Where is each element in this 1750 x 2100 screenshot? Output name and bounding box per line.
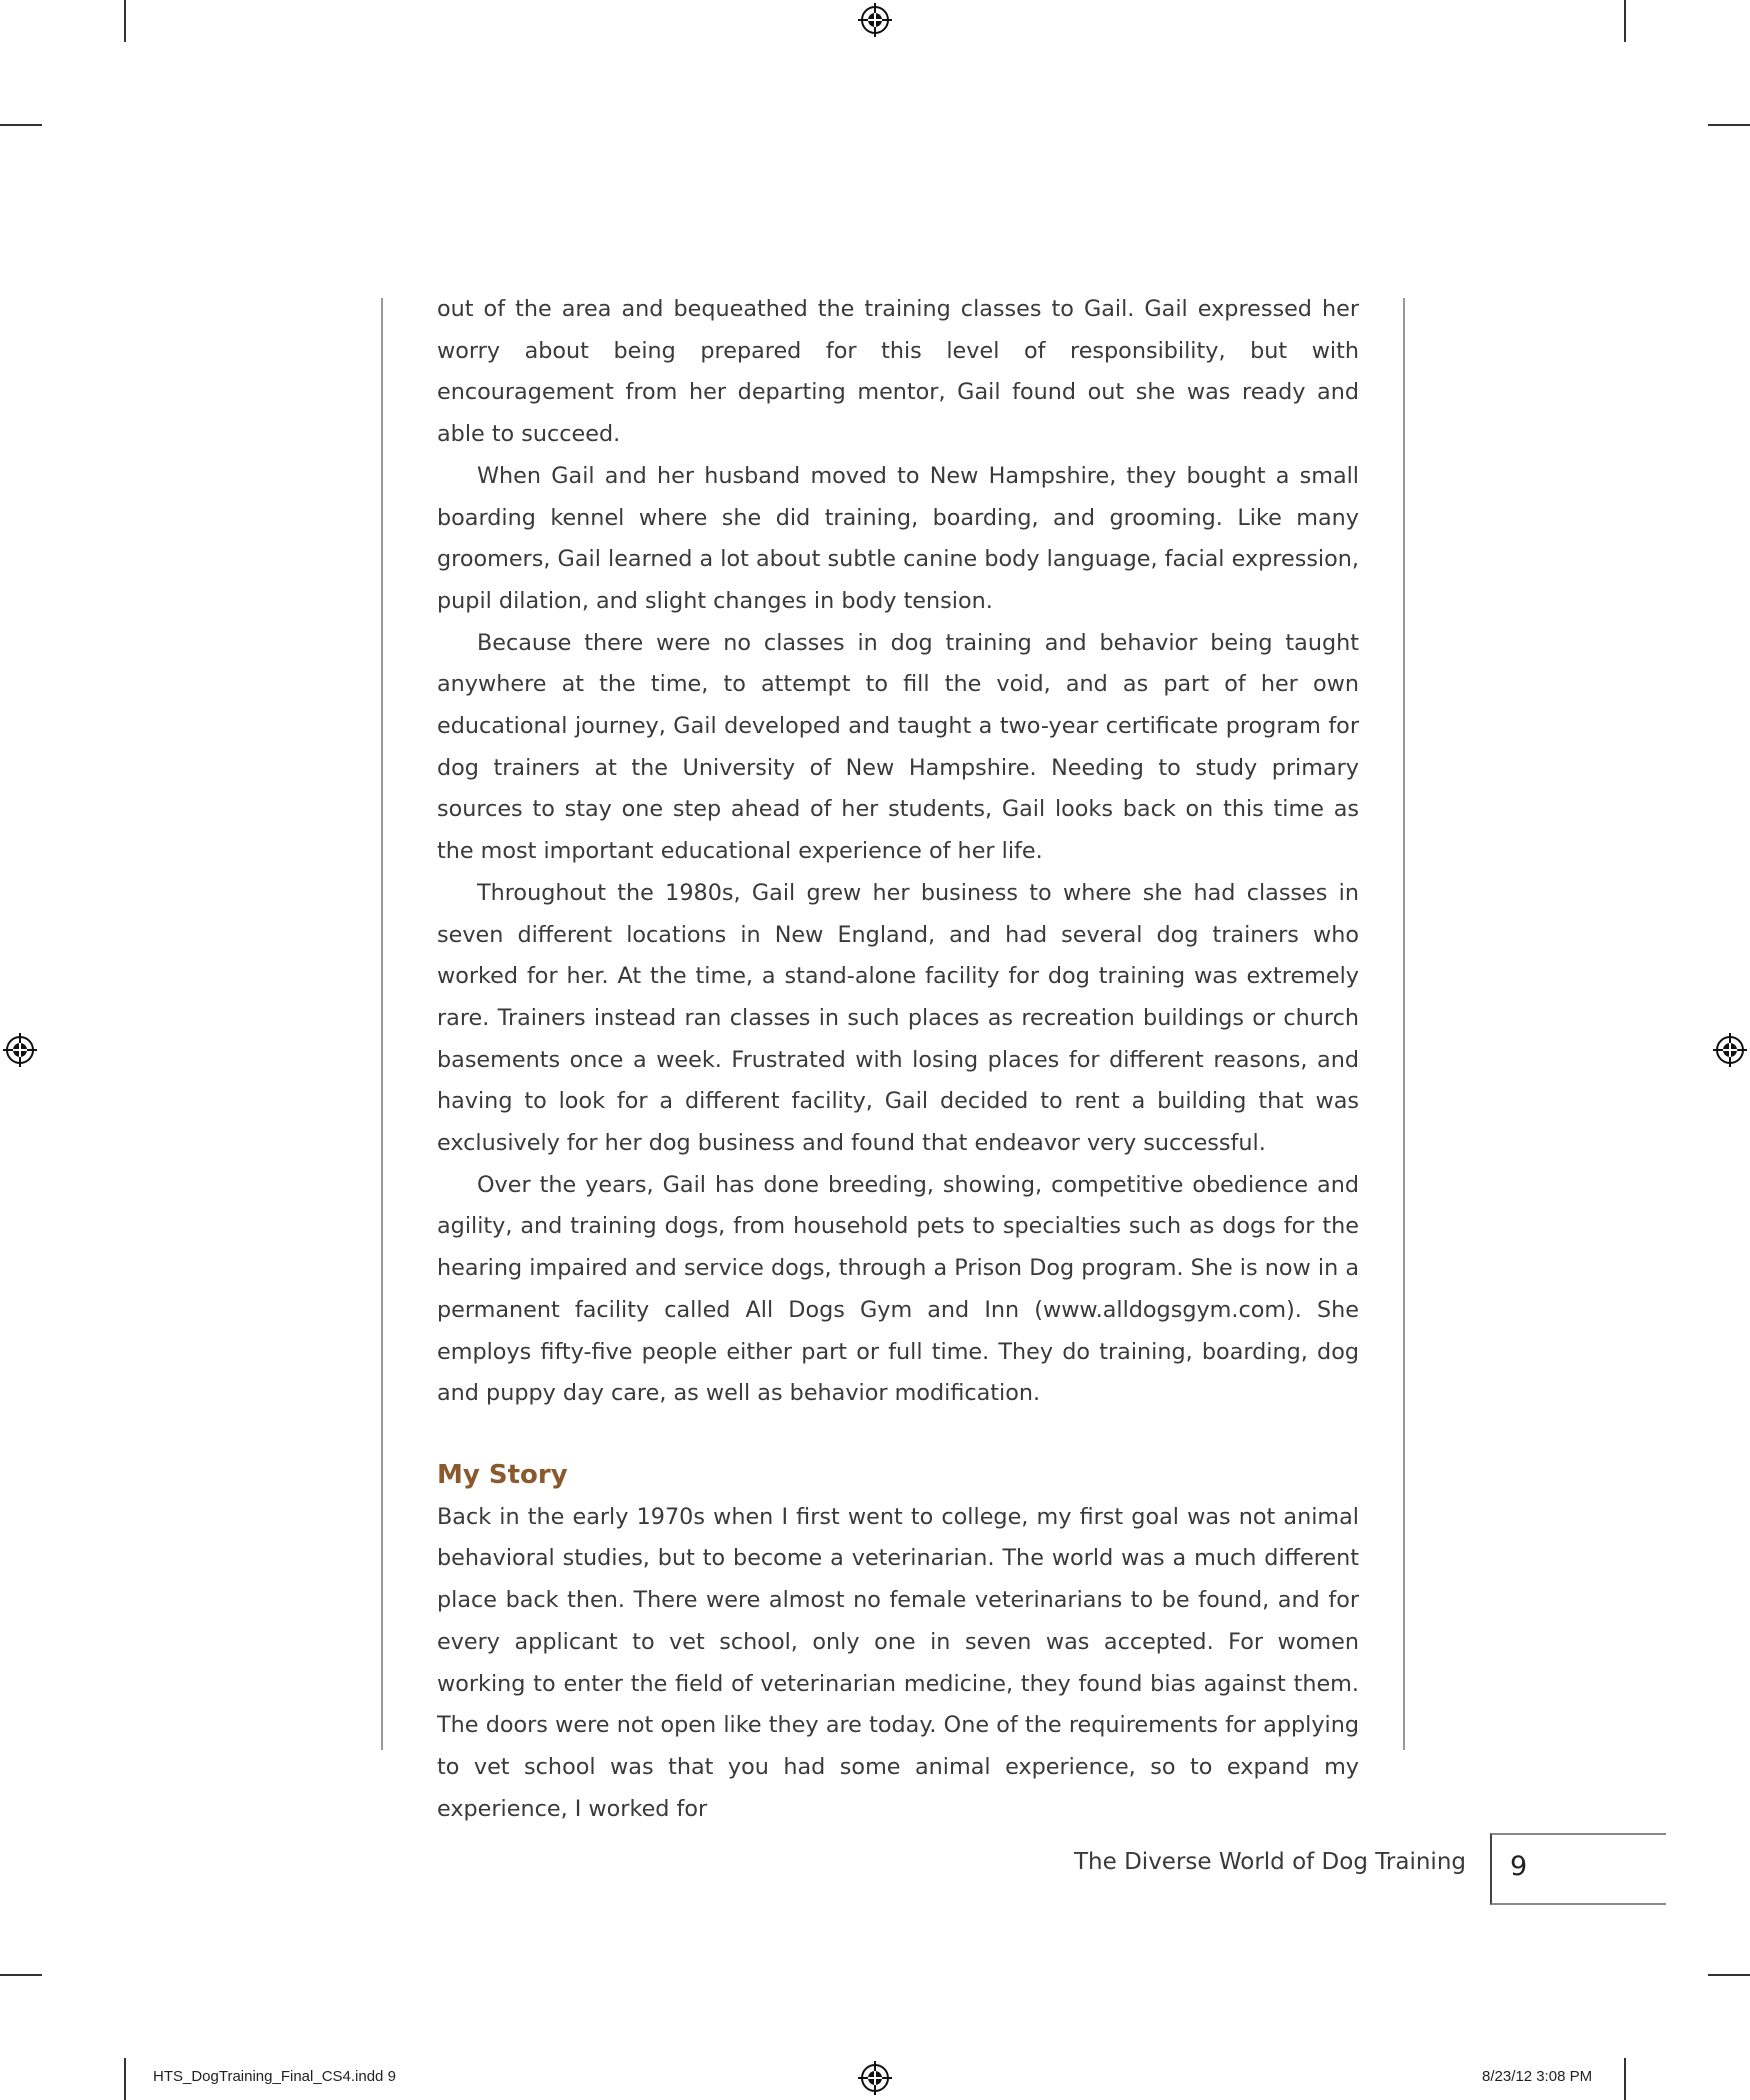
crop-mark [1708, 124, 1750, 126]
crop-mark [1624, 0, 1626, 42]
crop-mark [1624, 2058, 1626, 2100]
crop-mark [124, 0, 126, 42]
crop-mark [1708, 1974, 1750, 1976]
paragraph: When Gail and her husband moved to New Hampshire, they bought a small boarding kennel where she did training, boarding, and grooming. Like many groomers, Gail learned a lot about subtle canine body language, facial expression, pupil dilation, and slight changes in body tension. [437, 462, 1359, 614]
page-number: 9 [1510, 1851, 1528, 1882]
section-heading: My Story [437, 1459, 568, 1490]
paragraph: Because there were no classes in dog training and behavior being taught anywhere at the time, to attempt to fill the void, and as part of her own educational journey, Gail developed and taught a two-year certificate program for dog trainers at the University of New Hampshire. Needing to study primary sources to stay one step ahead of her students, Gail looks back on this time as the most important educational experience of her life. [437, 629, 1359, 865]
registration-mark-icon [1712, 1032, 1748, 1068]
text-frame-right-rule [1403, 298, 1405, 1750]
slug-filename: HTS_DogTraining_Final_CS4.indd 9 [153, 2068, 396, 2085]
slug-datetime: 8/23/12 3:08 PM [1482, 2068, 1593, 2085]
registration-mark-icon [2, 1032, 38, 1068]
paragraph: Over the years, Gail has done breeding, showing, competitive obedience and agility, and training dogs, from household pets to specialties such as dogs for the hearing impaired and service dogs, through a Prison Dog program. She is now in a permanent facility called All Dogs Gym and Inn (www.alldogsgym.com). She employs fifty-five people either part or full time. They do training, boarding, dog and puppy day care, as well as behavior modification. [437, 1171, 1359, 1407]
crop-mark [0, 124, 42, 126]
body-text [437, 289, 1359, 1830]
running-footer-title: The Diverse World of Dog Training [1074, 1849, 1466, 1875]
text-frame-left-rule [381, 298, 383, 1750]
crop-mark [124, 2058, 126, 2100]
crop-mark [0, 1974, 42, 1976]
page-number-box [1490, 1833, 1666, 1905]
paragraph: Back in the early 1970s when I first went to college, my first goal was not animal behavioral studies, but to become a veterinarian. The world was a much different place back then. There were almost no female veterinarians to be found, and for every applicant to vet school, only one in seven was accepted. For women working to enter the field of veterinarian medicine, they found bias against them. The doors were not open like they are today. One of the requirements for applying to vet school was that you had some animal experience, so to expand my experience, I worked for [437, 1503, 1359, 1822]
registration-mark-icon [857, 2, 893, 38]
paragraph: Throughout the 1980s, Gail grew her business to where she had classes in seven different locations in New England, and had several dog trainers who worked for her. At the time, a stand-alone facility for dog training was extremely rare. Trainers instead ran classes in such places as recreation buildings or church basements once a week. Frustrated with losing places for different reasons, and having to look for a different facility, Gail decided to rent a building that was exclusively for her dog business and found that endeavor very successful. [437, 879, 1359, 1157]
registration-mark-icon [857, 2060, 893, 2096]
paragraph: out of the area and bequeathed the training classes to Gail. Gail expressed her worry about being prepared for this level of responsibility, but with encouragement from her departing mentor, Gail found out she was ready and able to succeed. [437, 296, 1359, 448]
